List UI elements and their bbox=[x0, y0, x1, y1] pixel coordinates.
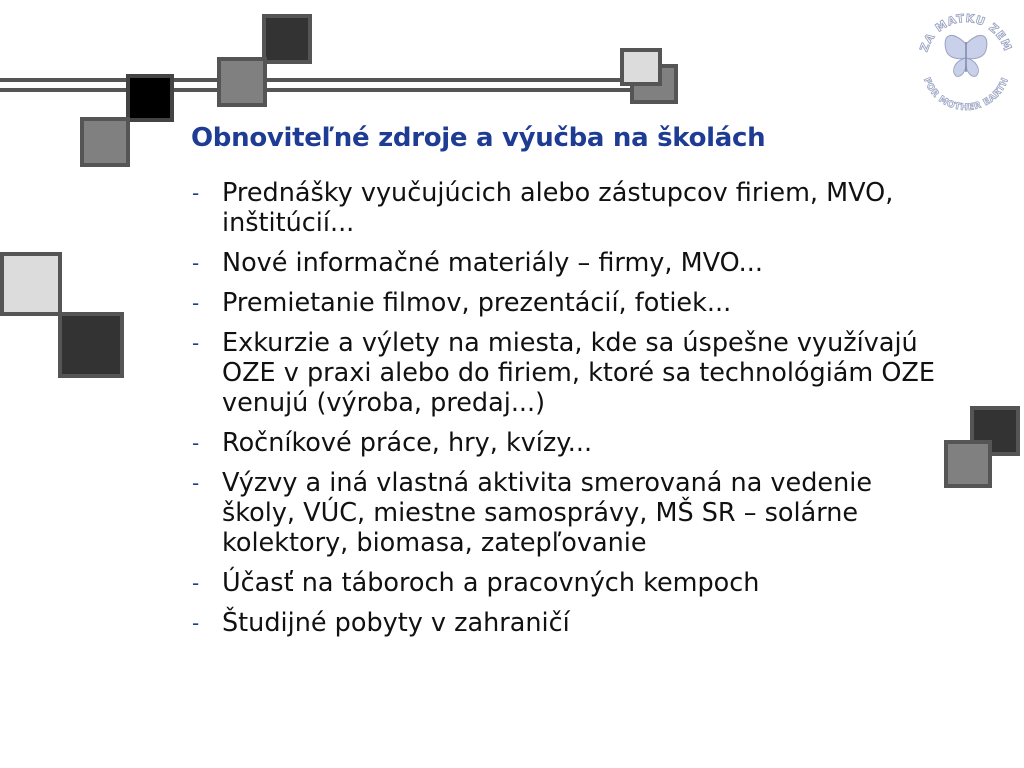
logo-text-top: ZA MATKU ZEM bbox=[917, 11, 1015, 54]
bullet-dash: - bbox=[192, 251, 200, 275]
butterfly-earth-icon bbox=[945, 35, 987, 76]
za-matku-zem-logo bbox=[912, 0, 1020, 118]
decor-square bbox=[58, 312, 124, 378]
svg-text:FOR MOTHER EARTH bbox=[921, 76, 1011, 113]
bullet-text: Ročníkové práce, hry, kvízy... bbox=[222, 428, 593, 458]
decor-square bbox=[126, 74, 174, 122]
decorative-double-line bbox=[0, 78, 630, 92]
decor-square bbox=[944, 440, 992, 488]
slide-title: Obnoviteľné zdroje a výučba na školách bbox=[191, 123, 766, 153]
list-item bbox=[190, 428, 950, 458]
list-item bbox=[190, 608, 950, 638]
decor-square bbox=[80, 117, 130, 167]
list-item bbox=[190, 328, 950, 418]
bullet-dash: - bbox=[192, 431, 200, 455]
decor-square bbox=[217, 57, 267, 107]
bullet-text: Premietanie filmov, prezentácií, fotiek... bbox=[222, 288, 732, 318]
list-item bbox=[190, 178, 950, 238]
logo-text-bottom: FOR MOTHER EARTH bbox=[921, 76, 1012, 114]
bullet-list bbox=[190, 178, 950, 648]
decor-square bbox=[262, 14, 312, 64]
bullet-dash: - bbox=[192, 331, 200, 355]
bullet-dash: - bbox=[192, 471, 200, 495]
bullet-text: Výzvy a iná vlastná aktivita smerovaná na vedenie školy, VÚC, miestne samosprávy, MŠ SR – solárne kolektory, biomasa, zatepľovanie bbox=[222, 468, 873, 558]
list-item bbox=[190, 288, 950, 318]
list-item bbox=[190, 248, 950, 278]
decor-square bbox=[0, 252, 62, 316]
bullet-text: Nové informačné materiály – firmy, MVO... bbox=[222, 248, 763, 278]
bullet-dash: - bbox=[192, 291, 200, 315]
list-item bbox=[190, 568, 950, 598]
bullet-text: Exkurzie a výlety na miesta, kde sa úspešne využívajú OZE v praxi alebo do firiem, ktoré sa technológiám OZE venujú (výroba, predaj...) bbox=[222, 328, 936, 418]
decor-square bbox=[620, 48, 662, 86]
bullet-dash: - bbox=[192, 181, 200, 205]
list-item bbox=[190, 468, 950, 558]
bullet-dash: - bbox=[192, 611, 200, 635]
bullet-text: Študijné pobyty v zahraničí bbox=[222, 608, 570, 638]
bullet-text: Prednášky vyučujúcich alebo zástupcov firiem, MVO, inštitúcií... bbox=[222, 178, 894, 238]
bullet-dash: - bbox=[192, 571, 200, 595]
bullet-text: Účasť na táboroch a pracovných kempoch bbox=[222, 568, 760, 598]
